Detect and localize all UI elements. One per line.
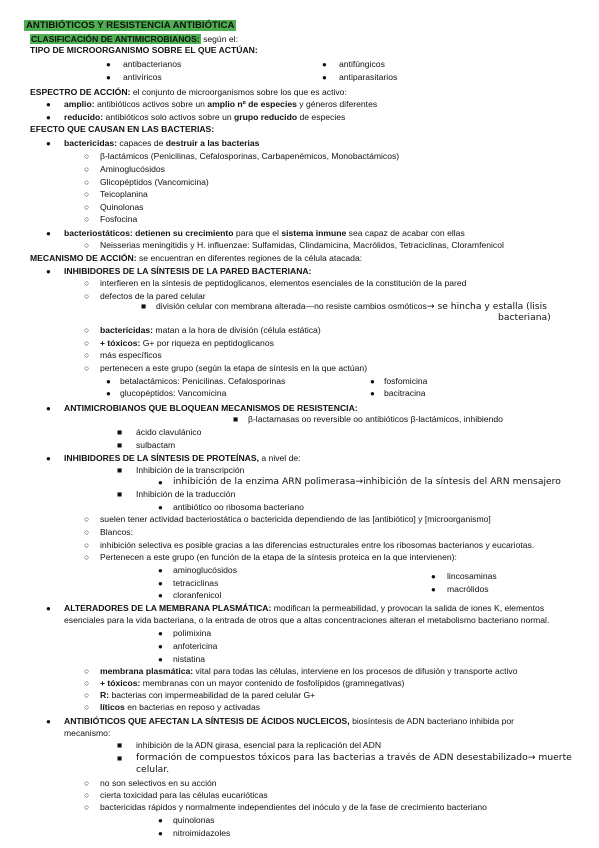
list-item: líticos en bacterias en reposo y activadas bbox=[100, 702, 261, 712]
list-item: reducido: antibióticos solo activos sobre un grupo reducido de especies bbox=[64, 112, 346, 122]
list-item: glucopéptidos: Vancomicina bbox=[120, 388, 227, 398]
list-item: formación de compuestos tóxicos para las bacterias a través de ADN desestabilizado→ muerte bbox=[136, 752, 572, 763]
list-item: + tóxicos: membranas con un mayor contenido de fosfolípidos (gramnegativas) bbox=[100, 678, 405, 688]
bullet-circle-icon: ○ bbox=[84, 214, 90, 224]
list-item: antivíricos bbox=[123, 72, 162, 82]
clasificacion-line: CLASIFICACIÓN DE ANTIMICROBIANOS: según el: bbox=[31, 34, 238, 44]
bullet-disc-icon: ● bbox=[46, 100, 51, 109]
list-item: membrana plasmática: vital para todas las células, interviene en los procesos de difusión y transporte activo bbox=[100, 666, 518, 676]
espectro-line: ESPECTRO DE ACCIÓN: el conjunto de microorganismos sobre los que es activo: bbox=[30, 87, 347, 97]
list-item: Neisserias meningitidis y H. influenzae: Sulfamidas, Clindamicina, Macrólidos, Tetraciclinas, Cloramfenicol bbox=[100, 240, 504, 250]
list-item: cierta toxicidad para las células eucarióticas bbox=[100, 790, 268, 800]
bullet-disc-icon: ● bbox=[322, 60, 327, 69]
list-item: inhibición selectiva es posible gracias a las diferencias estructurales entre los ribosomas bacterianos y eucariotas. bbox=[100, 540, 535, 550]
list-item: Inhibición de la transcripción bbox=[136, 465, 245, 475]
mecanismo-line: MECANISMO DE ACCIÓN: se encuentran en diferentes regiones de la célula atacada: bbox=[30, 253, 363, 263]
tipo-heading: TIPO DE MICROORGANISMO SOBRE EL QUE ACTÚAN: bbox=[30, 45, 258, 55]
bullet-circle-icon: ○ bbox=[84, 278, 90, 288]
bullet-circle-icon: ○ bbox=[84, 527, 90, 537]
bullet-circle-icon: ○ bbox=[84, 363, 90, 373]
bullet-disc-icon: ● bbox=[46, 454, 51, 463]
bullet-circle-icon: ○ bbox=[84, 802, 90, 812]
list-item: antibiótico oo ribosoma bacteriano bbox=[173, 502, 304, 512]
list-item: + tóxicos: G+ por riqueza en peptidoglicanos bbox=[100, 338, 274, 348]
list-item: anfotericina bbox=[173, 641, 218, 651]
bullet-disc-icon: ● bbox=[158, 579, 163, 588]
bullet-disc-icon: ● bbox=[46, 139, 51, 148]
bullet-circle-icon: ○ bbox=[84, 552, 90, 562]
list-item: bactericidas: capaces de destruir a las bacterias bbox=[64, 138, 260, 148]
membrana-continued: esenciales para la vida bacteriana, o la entrada de otros que a altas concentraciones alteran el metabolismo bacteriano normal. bbox=[64, 615, 550, 625]
list-item: fosfomicina bbox=[384, 376, 428, 386]
list-item: antibacterianos bbox=[123, 59, 182, 69]
list-item: suelen tener actividad bacteriostática o bactericida dependiendo de las [antibiótico] y [microorganismo] bbox=[100, 514, 491, 524]
bullet-disc-icon: ● bbox=[158, 478, 163, 487]
nucleicos-continued: mecanismo: bbox=[64, 728, 111, 738]
list-item: más específicos bbox=[100, 350, 162, 360]
bullet-disc-icon: ● bbox=[370, 389, 375, 398]
bullet-disc-icon: ● bbox=[158, 591, 163, 600]
list-item: Aminoglucósidos bbox=[100, 164, 165, 174]
bullet-disc-icon: ● bbox=[106, 73, 111, 82]
bullet-circle-icon: ○ bbox=[84, 666, 90, 676]
bullet-circle-icon: ○ bbox=[84, 240, 90, 250]
bullet-circle-icon: ○ bbox=[84, 690, 90, 700]
list-item: antifúngicos bbox=[339, 59, 385, 69]
list-item: β-lactamasas oo reversible oo antibióticos β-lactámicos, inhibiendo bbox=[248, 414, 503, 424]
list-item: inhibición de la ADN girasa, esencial para la replicación del ADN bbox=[136, 740, 382, 750]
bullet-disc-icon: ● bbox=[370, 377, 375, 386]
nucleicos-heading: ANTIBIÓTICOS QUE AFECTAN LA SÍNTESIS DE ÁCIDOS NUCLEICOS, biosíntesis de ADN bacteriano inhibida por bbox=[64, 716, 515, 726]
bullet-disc-icon: ● bbox=[158, 503, 163, 512]
bullet-disc-icon: ● bbox=[158, 655, 163, 664]
bullet-square-icon: ■ bbox=[141, 301, 147, 311]
list-item: R: bacterias con impermeabilidad de la pared celular G+ bbox=[100, 690, 316, 700]
bullet-disc-icon: ● bbox=[158, 642, 163, 651]
list-item: lincosaminas bbox=[447, 571, 497, 581]
bullet-circle-icon: ○ bbox=[84, 678, 90, 688]
list-item: sulbactam bbox=[136, 440, 176, 450]
list-item: tetraciclinas bbox=[173, 578, 219, 588]
list-item: interfieren en la síntesis de peptidoglicanos, elementos esenciales de la constitución de la pared bbox=[100, 278, 467, 288]
bullet-circle-icon: ○ bbox=[84, 778, 90, 788]
bullet-disc-icon: ● bbox=[46, 229, 51, 238]
list-item: betalactámicos: Penicilinas. Cefalosporinas bbox=[120, 376, 286, 386]
list-item: nistatina bbox=[173, 654, 206, 664]
list-item: bactericidas rápidos y normalmente independientes del inóculo y de la fase de crecimiento bacteriano bbox=[100, 802, 487, 812]
bullet-square-icon: ■ bbox=[233, 414, 239, 424]
bullet-circle-icon: ○ bbox=[84, 338, 90, 348]
bullet-disc-icon: ● bbox=[158, 816, 163, 825]
bullet-disc-icon: ● bbox=[158, 629, 163, 638]
bullet-circle-icon: ○ bbox=[84, 151, 90, 161]
list-item: bacitracina bbox=[384, 388, 426, 398]
bullet-disc-icon: ● bbox=[158, 566, 163, 575]
bullet-disc-icon: ● bbox=[46, 404, 51, 413]
bullet-disc-icon: ● bbox=[106, 377, 111, 386]
list-item: división celular con membrana alterada—no resiste cambios osmóticos→ se hincha y estalla (lisis bbox=[156, 301, 547, 312]
list-item: quinolonas bbox=[173, 815, 215, 825]
bullet-circle-icon: ○ bbox=[84, 540, 90, 550]
bullet-disc-icon: ● bbox=[158, 829, 163, 838]
list-item-continued: celular. bbox=[136, 764, 170, 775]
list-item: cloranfenicol bbox=[173, 590, 222, 600]
bullet-disc-icon: ● bbox=[46, 267, 51, 276]
list-item: Fosfocina bbox=[100, 214, 138, 224]
bullet-disc-icon: ● bbox=[46, 113, 51, 122]
list-item: ácido clavulánico bbox=[136, 427, 202, 437]
list-item-continued: bacteriana) bbox=[498, 312, 551, 323]
resistencia-heading: ANTIMICROBIANOS QUE BLOQUEAN MECANISMOS DE RESISTENCIA: bbox=[64, 403, 358, 413]
efecto-heading: EFECTO QUE CAUSAN EN LAS BACTERIAS: bbox=[30, 124, 215, 134]
bullet-square-icon: ■ bbox=[117, 753, 123, 763]
list-item: Glicopéptidos (Vancomicina) bbox=[100, 177, 209, 187]
list-item: nitroimidazoles bbox=[173, 828, 231, 838]
bullet-square-icon: ■ bbox=[117, 489, 123, 499]
bullet-circle-icon: ○ bbox=[84, 350, 90, 360]
proteinas-heading: INHIBIDORES DE LA SÍNTESIS DE PROTEÍNAS, a nivel de: bbox=[64, 453, 301, 463]
list-item: bactericidas: matan a la hora de división (célula estática) bbox=[100, 325, 321, 335]
bullet-disc-icon: ● bbox=[322, 73, 327, 82]
bullet-circle-icon: ○ bbox=[84, 291, 90, 301]
bullet-disc-icon: ● bbox=[431, 572, 436, 581]
list-item: bacteriostáticos: detienen su crecimiento para que el sistema inmune sea capaz de acabar con ellas bbox=[64, 228, 465, 238]
membrana-heading: ALTERADORES DE LA MEMBRANA PLASMÁTICA: modifican la permeabilidad, y provocan la salida de iones K, elementos bbox=[64, 603, 545, 613]
bullet-disc-icon: ● bbox=[431, 585, 436, 594]
list-item: pertenecen a este grupo (según la etapa de síntesis en la que actúan) bbox=[100, 363, 368, 373]
list-item: Teicoplanina bbox=[100, 189, 148, 199]
bullet-circle-icon: ○ bbox=[84, 702, 90, 712]
bullet-circle-icon: ○ bbox=[84, 189, 90, 199]
list-item: macrólidos bbox=[447, 584, 489, 594]
list-item: Inhibición de la traducción bbox=[136, 489, 236, 499]
list-item: Pertenecen a este grupo (en función de la etapa de la síntesis proteica en la que intervienen): bbox=[100, 552, 457, 562]
list-item: antiparasitarios bbox=[339, 72, 398, 82]
bullet-disc-icon: ● bbox=[46, 604, 51, 613]
bullet-circle-icon: ○ bbox=[84, 790, 90, 800]
bullet-disc-icon: ● bbox=[46, 717, 51, 726]
list-item: inhibición de la enzima ARN polimerasa→inhibición de la síntesis del ARN mensajero bbox=[173, 476, 561, 487]
bullet-circle-icon: ○ bbox=[84, 514, 90, 524]
list-item: aminoglucósidos bbox=[173, 565, 238, 575]
list-item: polimixina bbox=[173, 628, 212, 638]
list-item: β-lactámicos (Penicilinas, Cefalosporinas, Carbapenémicos, Monobactámicos) bbox=[100, 151, 400, 161]
pared-heading: INHIBIDORES DE LA SÍNTESIS DE LA PARED BACTERIANA: bbox=[64, 266, 312, 276]
list-item: no son selectivos en su acción bbox=[100, 778, 217, 788]
page-title: ANTIBIÓTICOS Y RESISTENCIA ANTIBIÓTICA bbox=[26, 20, 235, 31]
bullet-circle-icon: ○ bbox=[84, 202, 90, 212]
list-item: defectos de la pared celular bbox=[100, 291, 206, 301]
bullet-square-icon: ■ bbox=[117, 440, 123, 450]
bullet-square-icon: ■ bbox=[117, 465, 123, 475]
list-item: amplio: antibióticos activos sobre un amplio nº de especies y géneros diferentes bbox=[64, 99, 378, 109]
bullet-disc-icon: ● bbox=[106, 60, 111, 69]
bullet-circle-icon: ○ bbox=[84, 177, 90, 187]
bullet-circle-icon: ○ bbox=[84, 164, 90, 174]
bullet-circle-icon: ○ bbox=[84, 325, 90, 335]
list-item: Quinolonas bbox=[100, 202, 144, 212]
bullet-disc-icon: ● bbox=[106, 389, 111, 398]
list-item: Blancos: bbox=[100, 527, 133, 537]
bullet-square-icon: ■ bbox=[117, 427, 123, 437]
bullet-square-icon: ■ bbox=[117, 740, 123, 750]
